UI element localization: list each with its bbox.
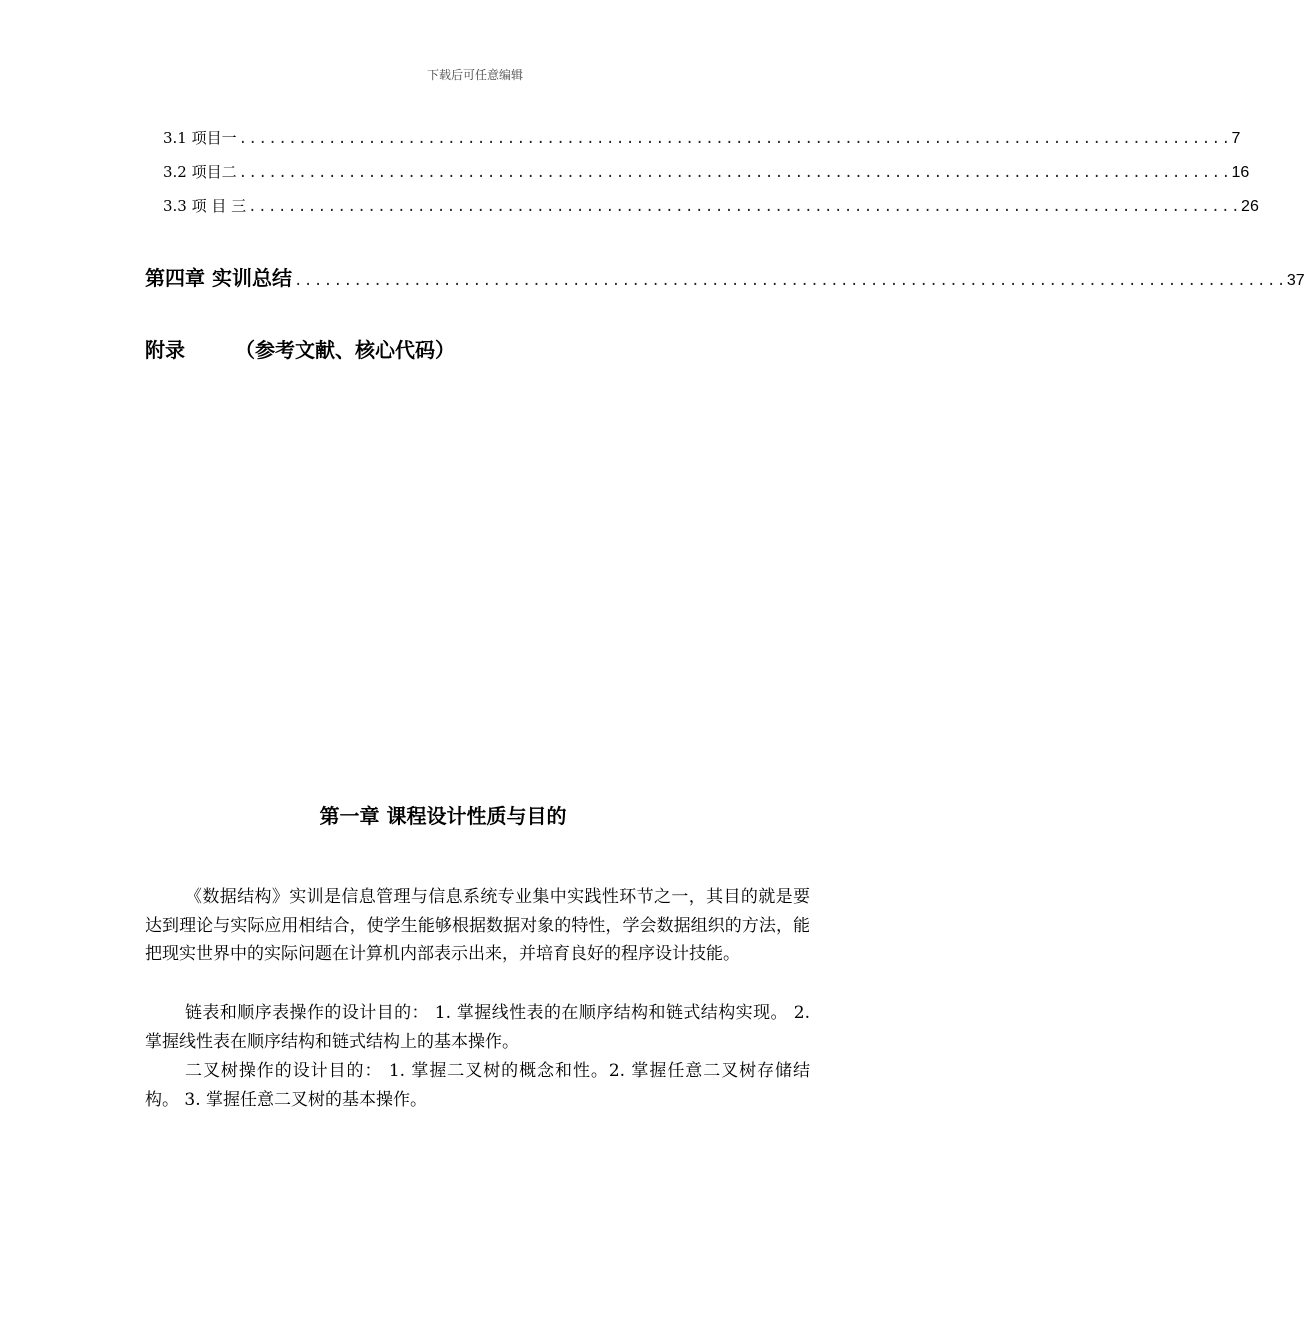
toc-item-label: 3.3 项 目 三 xyxy=(163,197,247,215)
toc-item-label: 3.2 项目二 xyxy=(163,163,237,181)
chapter-title: 第一章 课程设计性质与目的 xyxy=(319,804,567,828)
toc-item-chapter-4[interactable] xyxy=(145,262,1305,291)
toc-item-page: 16 xyxy=(1231,164,1250,181)
toc-item-3-2[interactable] xyxy=(163,161,1250,182)
appendix-label: 附录 xyxy=(145,338,185,362)
toc-chapter-label: 第四章 实训总结 xyxy=(145,266,292,290)
toc-item-appendix[interactable] xyxy=(145,334,455,363)
toc-leader-dots: .................................................................................................... xyxy=(248,199,1242,215)
appendix-note: （参考文献、核心代码） xyxy=(235,338,455,362)
page-header: 下载后可任意编辑 xyxy=(426,68,523,82)
toc-item-page: 26 xyxy=(1241,198,1259,215)
toc-leader-dots: .................................................................................................... xyxy=(238,165,1232,181)
body-paragraph-linked-list: 链表和顺序表操作的设计目的： 1. 掌握线性表的在顺序结构和链式结构实现。 2. 掌握线性表在顺序结构和链式结构上的基本操作。 xyxy=(145,1003,810,1052)
body-paragraph-intro: 《数据结构》实训是信息管理与信息系统专业集中实践性环节之一，其目的就是要达到理论与实际应用相结合，使学生能够根据数据对象的特性，学会数据组织的方法，能把现实世界中的实际问题在计算机内部表示出来，并培育良好的程序设计技能。 xyxy=(145,887,810,964)
toc-chapter-page: 37 xyxy=(1286,272,1305,289)
toc-item-3-1[interactable] xyxy=(163,127,1241,148)
toc-leader-dots: .................................................................................................... xyxy=(238,131,1232,147)
toc-item-3-3[interactable] xyxy=(163,195,1259,216)
toc-item-label: 3.1 项目一 xyxy=(163,129,237,147)
toc-leader-dots: .................................................................................................... xyxy=(293,273,1287,289)
toc-item-page: 7 xyxy=(1231,130,1241,147)
body-paragraph-binary-tree: 二叉树操作的设计目的： 1. 掌握二叉树的概念和性。2. 掌握任意二叉树存储结构。 3. 掌握任意二叉树的基本操作。 xyxy=(145,1061,810,1110)
